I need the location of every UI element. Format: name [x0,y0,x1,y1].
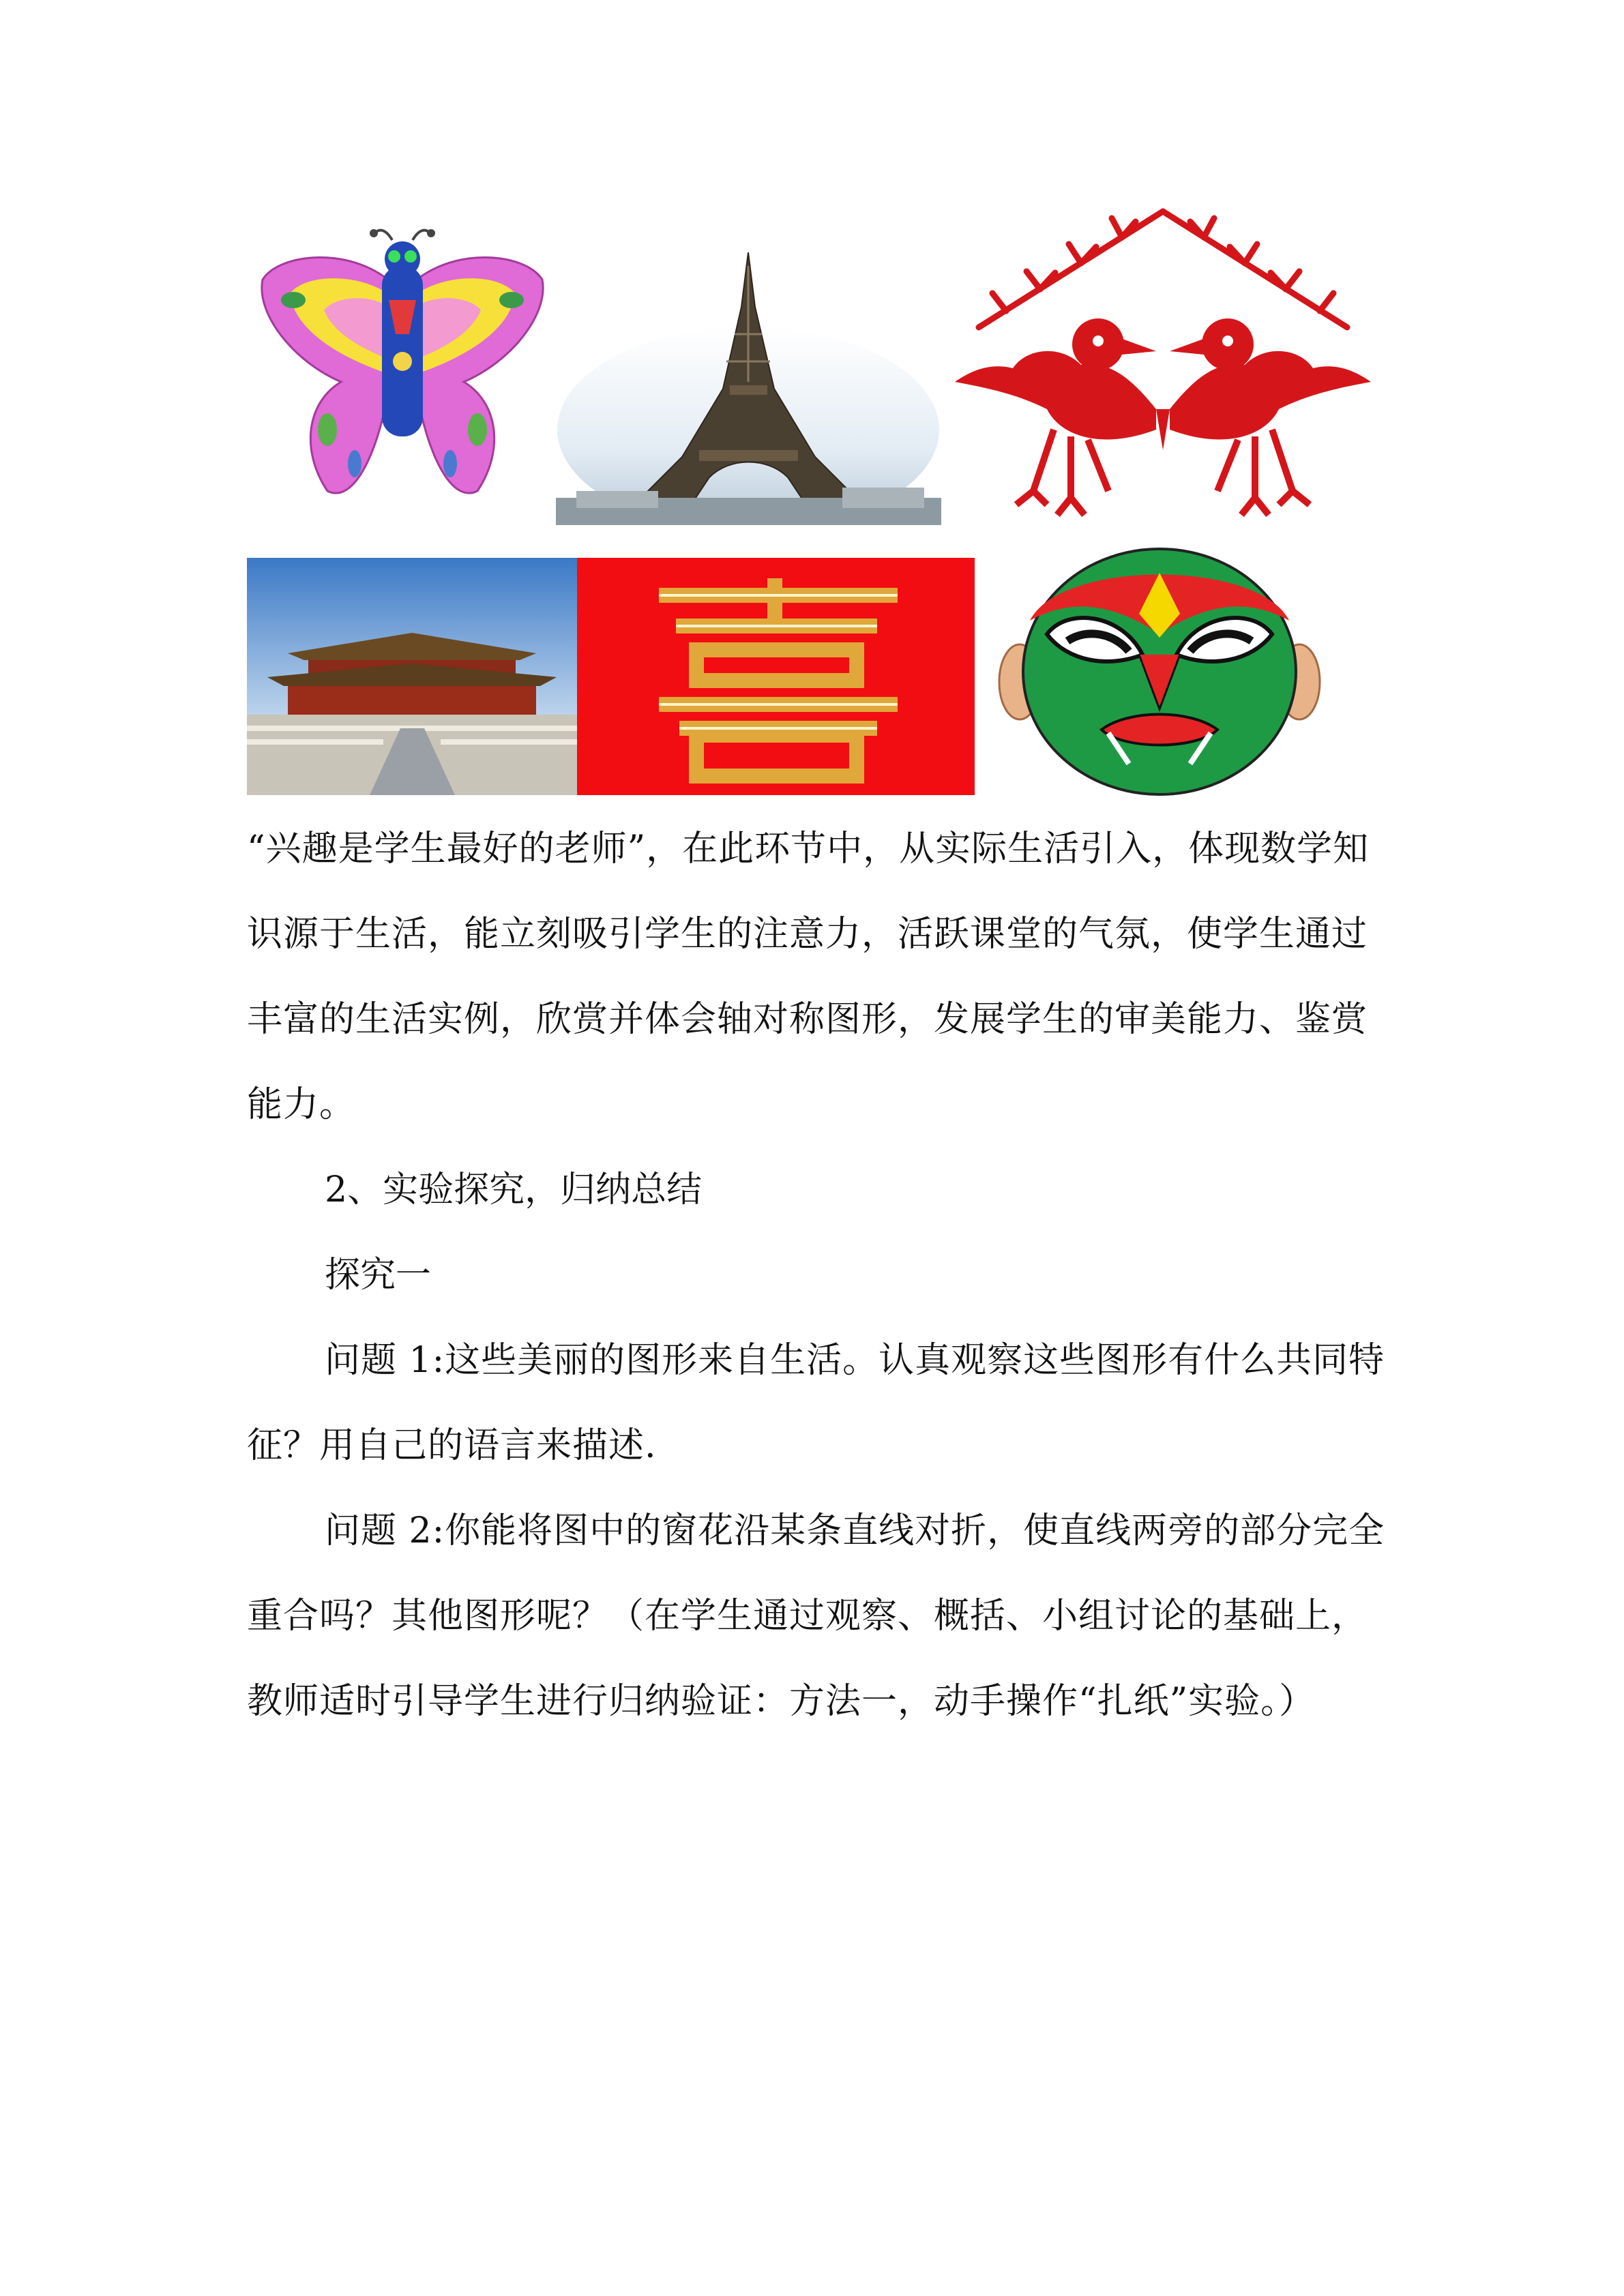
bird-paper-cutting-image [951,205,1374,539]
intro-text: “兴趣是学生最好的老师”，在此环节中，从实际生活引入，体现数学知识源于生活，能立刻吸引学生的注意力，活跃课堂的气氛，使学生通过丰富的生活实例，欣赏并体会轴对称图形，发展学生的审美能力、鉴赏能力。 [247,829,1370,1125]
section-heading-text: 2、实验探究，归纳总结 [325,1169,703,1210]
question-2-text: 问题 2:你能将图中的窗花沿某条直线对折，使直线两旁的部分完全重合吗？其他图形呢？（在学生通过观察、概括、小组讨论的基础上，教师适时引导学生进行归纳验证：方法一，动手操作“扎纸”实验。） [247,1510,1385,1722]
question-1-text: 问题 1:这些美丽的图形来自生活。认真观察这些图形有什么共同特征？用自己的语言来描述. [247,1340,1385,1466]
question-2-paragraph [247,1489,1393,1744]
opera-face-mask-image [992,546,1327,798]
intro-paragraph [247,807,1393,1148]
palace-image [247,558,577,795]
sub-heading-text: 探究一 [325,1255,432,1296]
sub-heading [247,1233,1393,1318]
double-happiness-image [577,558,975,795]
butterfly-kite-image [252,225,552,525]
question-1-paragraph [247,1318,1393,1489]
eiffel-tower-image [556,252,941,525]
section-heading [247,1148,1393,1233]
